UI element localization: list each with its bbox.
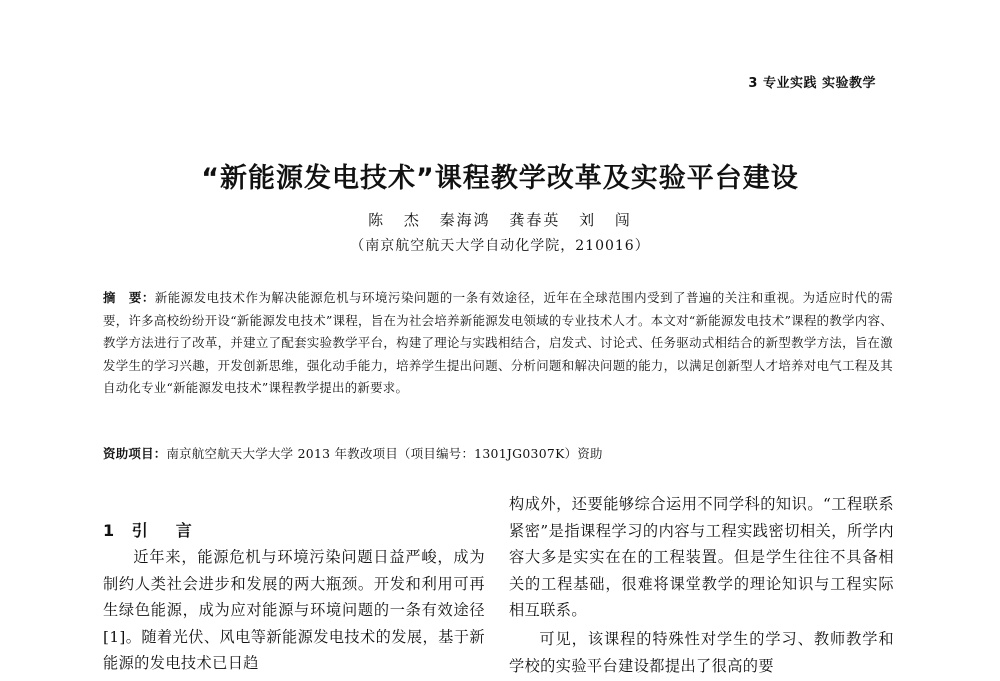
funding-text: 南京航空航天大学大学 2013 年教改项目（项目编号：1301JG0307K）资助 bbox=[166, 446, 603, 461]
right-column bbox=[509, 491, 894, 679]
left-column bbox=[103, 518, 485, 677]
funding-label: 资助项目： bbox=[103, 446, 167, 461]
right-paragraph-1: 构成外，还要能够综合运用不同学科的知识。“工程联系紧密”是指课程学习的内容与工程实践密切相关，所学内容大多是实实在在的工程装置。但是学生往往不具备相关的工程基础，很难将课堂教学的理论知识与工程实际相互联系。 bbox=[509, 495, 894, 620]
funding-note bbox=[103, 444, 603, 462]
right-paragraph-2: 可见，该课程的特殊性对学生的学习、教师教学和学校的实验平台建设都提出了很高的要 bbox=[509, 629, 894, 675]
affiliation: （南京航空航天大学自动化学院，210016） bbox=[350, 238, 650, 254]
abstract-label: 摘 要： bbox=[103, 290, 155, 305]
author-list: 陈 杰 秦海鸿 龚春英 刘 闯 bbox=[368, 211, 632, 229]
paper-title: “新能源发电技术”课程教学改革及实验平台建设 bbox=[201, 163, 799, 194]
abstract bbox=[103, 287, 893, 400]
intro-paragraph: 近年来，能源危机与环境污染问题日益严峻，成为制约人类社会进步和发展的两大瓶颈。开发和利用可再生绿色能源，成为应对能源与环境问题的一条有效途径[1]。随着光伏、风电等新能源发电技术的发展，基于新能源的发电技术已日趋 bbox=[103, 548, 485, 673]
section-heading-introduction: 1 引 言 bbox=[103, 521, 198, 540]
running-head: 3 专业实践 实验教学 bbox=[748, 76, 876, 91]
abstract-text: 新能源发电技术作为解决能源危机与环境污染问题的一条有效途径，近年在全球范围内受到了普遍的关注和重视。为适应时代的需要，许多高校纷纷开设“新能源发电技术”课程，旨在为社会培养新能源发电领域的专业技术人才。本文对“新能源发电技术”课程的教学内容、教学方法进行了改革，并建立了配套实验教学平台，构建了理论与实践相结合，启发式、讨论式、任务驱动式相结合的新型教学方法，旨在激发学生的学习兴趣，开发创新思维，强化动手能力，培养学生提出问题、分析问题和解决问题的能力，以满足创新型人才培养对电气工程及其自动化专业“新能源发电技术”课程教学提出的新要求。 bbox=[103, 290, 893, 396]
